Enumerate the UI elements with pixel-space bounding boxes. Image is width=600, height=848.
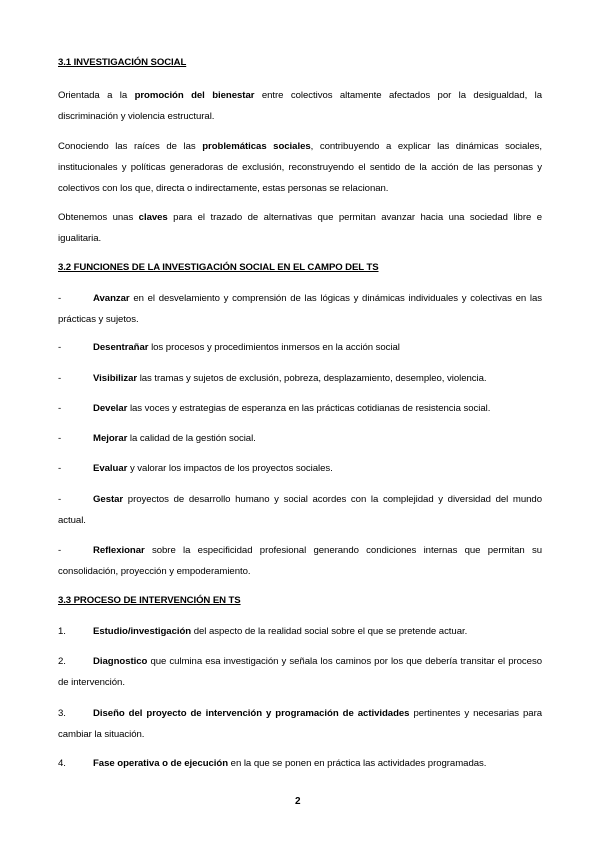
list-bullet: - [58, 433, 62, 444]
list-bullet: - [58, 545, 62, 556]
list-item-diagnostico [58, 651, 542, 693]
text: y valorar los impactos de los proyectos sociales. [127, 463, 333, 474]
bold-text: Evaluar [93, 463, 128, 474]
text: pertinentes y necesarias para cambiar la situación. [58, 708, 543, 740]
list-item-avanzar [58, 288, 542, 330]
list-bullet: - [58, 494, 62, 505]
section-heading-investigacion-social: 3.1 INVESTIGACIÓN SOCIAL [58, 57, 187, 68]
paragraph-orientada [58, 85, 542, 127]
text: del aspecto de la realidad social sobre el que se pretende actuar. [191, 626, 468, 637]
text: Obtenemos unas [58, 212, 139, 223]
bold-text: claves [138, 212, 168, 223]
list-item-fase-operativa [58, 753, 542, 774]
text: en la que se ponen en práctica las actividades programadas. [228, 758, 487, 769]
list-number: 1. [58, 626, 66, 637]
text: Orientada a la [58, 90, 135, 101]
list-item-estudio [58, 621, 542, 642]
list-number: 2. [58, 656, 66, 667]
text: las tramas y sujetos de exclusión, pobreza, desplazamiento, desempleo, violencia. [137, 373, 487, 384]
text: las voces y estrategias de esperanza en las prácticas cotidianas de resistencia social. [127, 403, 491, 414]
paragraph-conociendo [58, 136, 542, 199]
list-item-reflexionar [58, 540, 542, 582]
page-number: 2 [295, 796, 301, 807]
list-bullet: - [58, 403, 62, 414]
list-item-evaluar [58, 458, 542, 479]
text: para el trazado de alternativas que permitan avanzar hacia una sociedad libre e igualitaria. [58, 212, 542, 244]
text: proyectos de desarrollo humano y social acordes con la complejidad y diversidad del mundo actual. [58, 494, 542, 526]
bold-text: Mejorar [93, 433, 128, 444]
text: sobre la especificidad profesional generando condiciones internas que permitan su consolidación, proyección y empoderamiento. [58, 545, 542, 577]
list-item-gestar [58, 489, 542, 531]
bold-text: Desentrañar [93, 342, 149, 353]
list-bullet: - [58, 293, 62, 304]
list-bullet: - [58, 342, 62, 353]
bold-text: Gestar [93, 494, 124, 505]
list-bullet: - [58, 373, 62, 384]
bold-text: Reflexionar [93, 545, 145, 556]
bold-text: Avanzar [93, 293, 130, 304]
bold-text: Diagnostico [93, 656, 148, 667]
list-bullet: - [58, 463, 62, 474]
bold-text: Diseño del proyecto de intervención y programación de actividades [93, 708, 410, 719]
bold-text: promoción del bienestar [134, 90, 255, 101]
paragraph-obtenemos [58, 207, 542, 249]
bold-text: Develar [93, 403, 128, 414]
bold-text: problemáticas sociales [202, 141, 311, 152]
text: que culmina esa investigación y señala los caminos por los que debería transitar el proceso de intervención. [58, 656, 542, 688]
list-number: 3. [58, 708, 66, 719]
text: la calidad de la gestión social. [127, 433, 256, 444]
list-item-diseno [58, 703, 542, 745]
list-item-visibilizar [58, 368, 542, 389]
list-number: 4. [58, 758, 66, 769]
text: , contribuyendo a explicar las dinámicas sociales, institucionales y políticas generadoras de exclusión, reconstruyendo el sentido de la acción de las personas y colectivos con los que, directa o indirectamente, estas personas se relacionan. [58, 141, 543, 194]
bold-text: Fase operativa o de ejecución [93, 758, 229, 769]
text: entre colectivos altamente afectados por la desigualdad, la discriminación y violencia estructural. [58, 90, 543, 122]
text: los procesos y procedimientos inmersos en la acción social [148, 342, 400, 353]
section-heading-funciones: 3.2 FUNCIONES DE LA INVESTIGACIÓN SOCIAL EN EL CAMPO DEL TS [58, 262, 379, 273]
list-item-desentranar [58, 337, 542, 358]
list-item-develar [58, 398, 542, 419]
list-item-mejorar [58, 428, 542, 449]
text: en el desvelamiento y comprensión de las lógicas y dinámicas individuales y colectivas en las prácticas y sujetos. [58, 293, 542, 325]
bold-text: Estudio/investigación [93, 626, 192, 637]
section-heading-proceso: 3.3 PROCESO DE INTERVENCIÓN EN TS [58, 595, 241, 606]
text: Conociendo las raíces de las [58, 141, 203, 152]
bold-text: Visibilizar [93, 373, 138, 384]
